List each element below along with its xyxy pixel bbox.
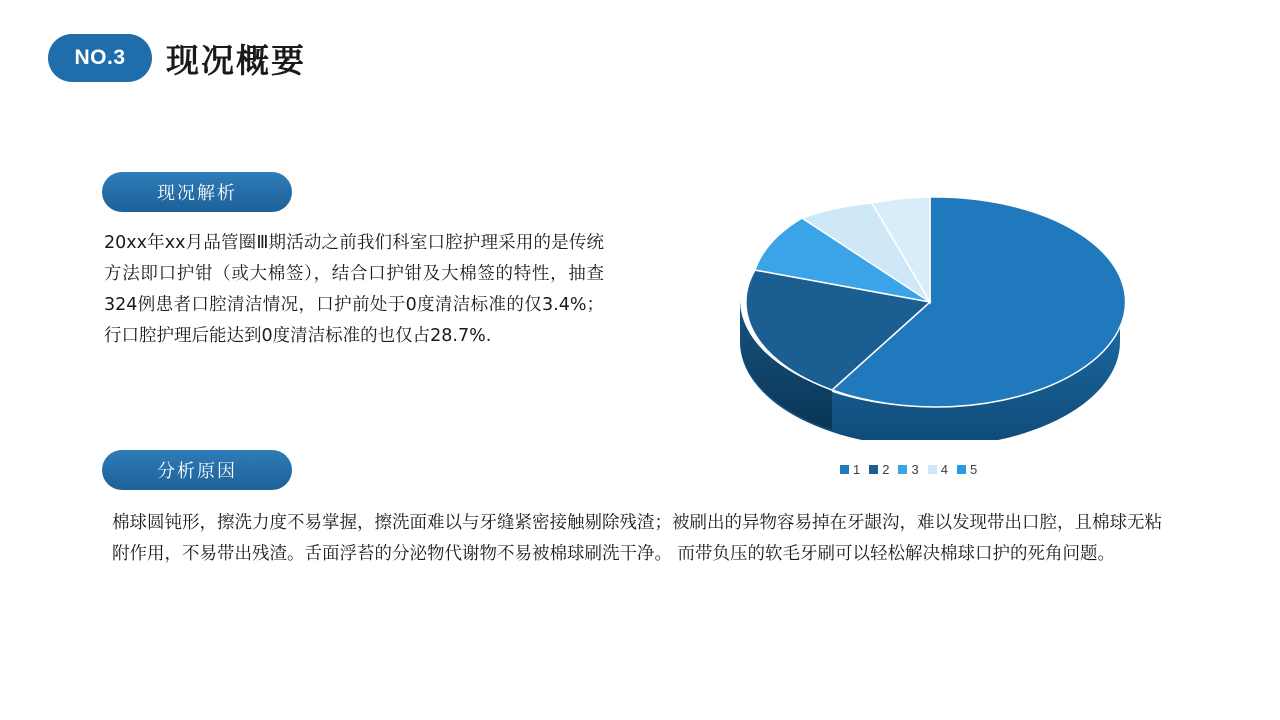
pie-top-face — [746, 197, 1126, 407]
legend-item — [869, 462, 889, 477]
legend-item — [898, 462, 918, 477]
legend-swatch-5 — [957, 465, 966, 474]
pie-chart — [720, 170, 1190, 490]
legend-label-1: 1 — [853, 462, 861, 477]
legend-swatch-3 — [898, 465, 907, 474]
slide-header — [48, 34, 306, 82]
pie-chart-graphic — [720, 170, 1140, 440]
legend-item — [928, 462, 948, 477]
page-title: 现况概要 — [166, 40, 306, 80]
analysis-section-label: 现况解析 — [102, 172, 292, 212]
legend-swatch-4 — [928, 465, 937, 474]
legend-item — [840, 462, 860, 477]
legend-swatch-1 — [840, 465, 849, 474]
reason-section-label: 分析原因 — [102, 450, 292, 490]
section-number-badge: NO.3 — [48, 34, 152, 82]
legend-label-5: 5 — [969, 462, 978, 477]
pie-chart-svg — [720, 170, 1140, 440]
reason-paragraph: 棉球圆钝形，擦洗力度不易掌握，擦洗面难以与牙缝紧密接触剔除残渣；被刷出的异物容易掉在牙龈沟，难以发现带出口腔，且棉球无粘附作用，不易带出残渣。舌面浮苔的分泌物代谢物不易被棉球刷洗干净。 而带负压的软毛牙刷可以轻松解决棉球口护的死角问题。 — [112, 513, 1162, 564]
legend-label-2: 2 — [882, 462, 890, 477]
legend-label-3: 3 — [911, 462, 919, 477]
analysis-paragraph: 20xx年xx月品管圈Ⅲ期活动之前我们科室口腔护理采用的是传统方法即口护钳（或大棉签），结合口护钳及大棉签的特性，抽查324例患者口腔清洁情况，口护前处于0度清洁标准的仅3.4%；行口腔护理后能达到0度清洁标准的也仅占28.7%. — [104, 233, 604, 346]
chart-legend — [840, 462, 977, 477]
legend-swatch-2 — [869, 465, 878, 474]
legend-item — [957, 462, 977, 477]
legend-label-4: 4 — [940, 462, 948, 477]
